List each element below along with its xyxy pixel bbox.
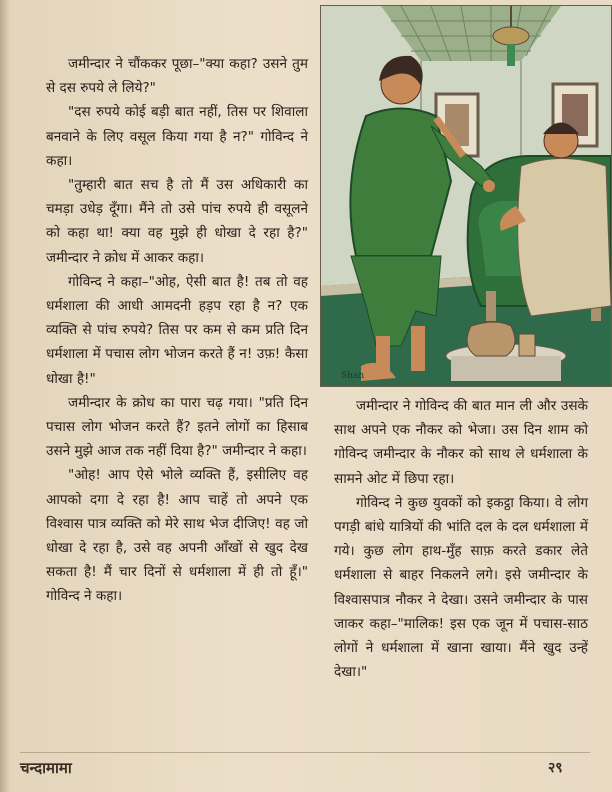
hanging-lamp — [493, 27, 529, 45]
paragraph: जमीन्दार ने चौंककर पूछा–"क्या कहा? उसने तुम से दस रुपये ले लिये?" — [46, 56, 308, 97]
right-text-column — [334, 394, 588, 684]
paragraph: गोविन्द ने कहा–"ओह, ऐसी बात है! तब तो वह धर्मशाला की आधी आमदनी हड़प रहा है न? एक व्यक्ति से पांच रुपये? तिस पर कम से कम प्रति दिन धर्मशाला में पचास लोग भोजन करते हैं न! उफ़! कैसा धोखा है!" — [46, 273, 308, 387]
story-scene-illustration-icon — [321, 6, 611, 386]
page-binding-shadow — [0, 0, 10, 792]
zamindar-body — [518, 159, 611, 317]
paragraph: जमीन्दार के क्रोध का पारा चढ़ गया। "प्रति दिन पचास लोग भोजन करते हैं? इतने लोगों का हिसाब उसने मुझे आज तक नहीं दिया है?" जमीन्दार ने कहा। — [46, 394, 308, 460]
paragraph: गोविन्द ने कुछ युवकों को इकट्ठा किया। वे लोग पगड़ी बांधे यात्रियों की भांति दल के दल धर्मशाला में गये। कुछ लोग हाथ-मुँह साफ़ करते डकार लेते धर्मशाला से बाहर निकलने लगे। इसे जमीन्दार के विश्वासपात्र नौकर ने देखा। उसने जमीन्दार के पास जाकर कहा–"मालिक! इस एक जून में पचास-साठ लोगों ने धर्मशाला में खाना खाया। मैंने खुद उन्हें देखा।" — [334, 494, 588, 681]
magazine-name: चन्दामामा — [20, 759, 72, 777]
story-illustration — [320, 5, 612, 387]
paragraph: जमीन्दार ने गोविन्द की बात मान ली और उसके साथ अपने एक नौकर को भेजा। उस दिन शाम को गोविन्द जमीन्दार के नौकर को साथ ले धर्मशाला के सामने ओट में छिपा रहा। — [334, 398, 588, 487]
paragraph: "तुम्हारी बात सच है तो मैं उस अधिकारी का चमड़ा उधेड़ दूँगा। मैंने तो उसे पांच रुपये ही वसूलने को कहा था! क्या वह मुझे ही धोखा दे रहा है?" जमीन्दार ने क्रोध में आकर कहा। — [46, 177, 308, 266]
footer-rule — [20, 752, 590, 753]
pot — [467, 322, 515, 356]
paragraph: "दस रुपये कोई बड़ी बात नहीं, तिस पर शिवाला बनवाने के लिए वसूल किया गया है न?" गोविन्द ने कहा। — [46, 104, 308, 169]
left-text-column — [46, 52, 308, 609]
svg-text:Shan: Shan — [341, 371, 365, 381]
page-number: २९ — [548, 760, 563, 776]
paragraph: "ओह! आप ऐसे भोले व्यक्ति हैं, इसीलिए वह आपको दगा दे रहा है! आप चाहें तो अपने एक विश्वास पात्र व्यक्ति को मेरे साथ भेज दीजिए! वह जो धोखा दे रहा है, उसे वह अपनी आँखों से खुद देख सकता है! मैं चार दिनों से धर्मशाला में ही तो हूँ।" गोविन्द ने कहा। — [46, 467, 308, 605]
